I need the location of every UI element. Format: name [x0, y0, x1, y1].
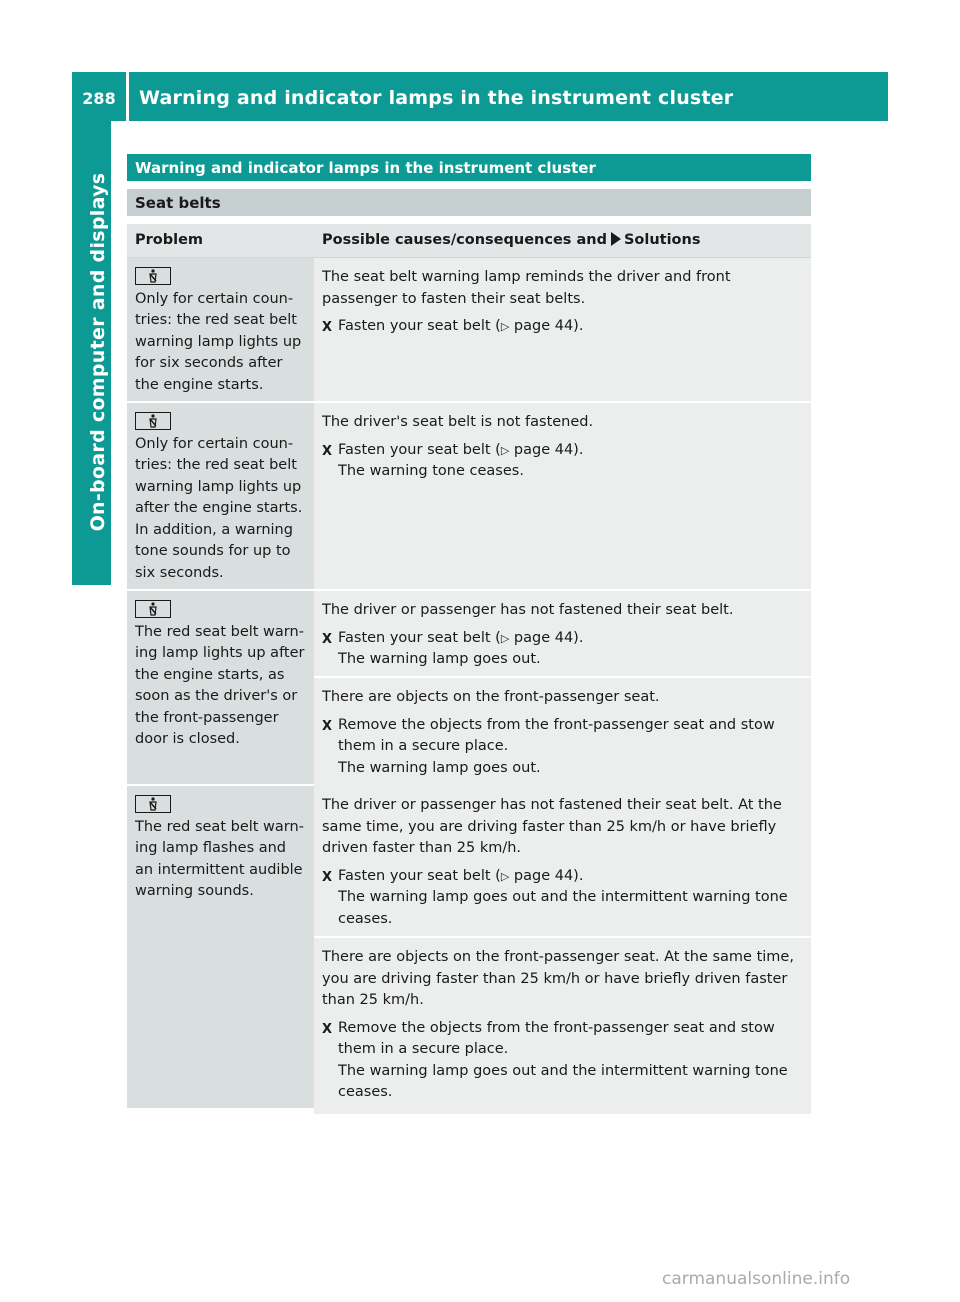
step-marker-icon: X	[322, 631, 333, 647]
page-reference[interactable]: page 44).	[513, 318, 584, 334]
problem-text: Only for certain coun-tries: the red seat belt warning lamp lights up after the engine starts. In addition, a warning tone sounds for up to six seconds.	[135, 435, 303, 581]
solution-step	[322, 628, 803, 671]
table-header	[127, 224, 811, 258]
page-ref-arrow-icon: ▷	[500, 320, 510, 333]
step-body	[338, 866, 803, 931]
step-result: The warning lamp goes out.	[338, 759, 541, 776]
step-label: Fasten your seat belt (	[338, 629, 501, 646]
solution-step	[322, 440, 803, 483]
problem-cell	[127, 591, 314, 784]
cause-text: The seat belt warning lamp reminds the driver and front passenger to fasten their seat belts.	[322, 269, 731, 307]
cause-text: There are objects on the front-passenger seat.	[322, 689, 660, 705]
step-text	[338, 630, 583, 646]
solution-cell	[314, 678, 811, 789]
section-subtitle: Seat belts	[127, 189, 811, 216]
page-ref-arrow-icon: ▷	[500, 869, 510, 883]
step-body	[338, 1018, 803, 1104]
header-problem: Problem	[135, 232, 204, 248]
solution-cell	[314, 786, 811, 938]
solution-column	[314, 591, 811, 784]
page-ref-arrow-icon: ▷	[500, 443, 510, 457]
header-causes-label: Possible causes/consequences and	[322, 232, 607, 248]
cause-text: There are objects on the front-passenger seat. At the same time, you are driving faster than 25 km/h or have briefly driven faster than 25 km/h.	[322, 949, 794, 1008]
step-result: The warning lamp goes out and the intermittent warning tone ceases.	[338, 889, 788, 927]
step-body	[338, 440, 583, 483]
solution-cell	[314, 938, 811, 1114]
step-marker-icon: X	[322, 1021, 333, 1037]
solution-step	[322, 866, 803, 931]
step-result: The warning lamp goes out and the intermittent warning tone ceases.	[338, 1062, 788, 1100]
step-marker-icon: X	[322, 443, 333, 459]
seat-belt-icon	[135, 600, 171, 618]
page-ref-arrow-icon: ▷	[500, 631, 510, 645]
page-header	[72, 72, 888, 121]
solution-cell	[314, 258, 811, 401]
seat-belt-icon	[135, 412, 171, 430]
table-row	[127, 403, 811, 591]
page-reference[interactable]: page 44).	[513, 867, 584, 884]
header-causes	[314, 224, 811, 257]
table-row	[127, 591, 811, 786]
problem-text: The red seat belt warn-ing lamp lights up after the engine starts, as soon as the driver's or the front-passenger door is closed.	[135, 623, 305, 747]
cause-text: The driver or passenger has not fastened their seat belt. At the same time, you are driving faster than 25 km/h or have briefly driven faster than 25 km/h.	[322, 797, 782, 856]
step-marker-icon: X	[322, 869, 333, 885]
step-body	[338, 628, 583, 671]
seat-belt-icon	[135, 795, 171, 813]
side-tab-label: On-board computer and displays	[87, 172, 109, 532]
page-number: 288	[72, 72, 126, 121]
solution-step	[322, 715, 803, 780]
solution-column	[314, 403, 811, 589]
solution-column	[314, 258, 811, 401]
solution-cell	[314, 591, 811, 678]
step-text: Remove the objects from the front-passenger seat and stow them in a secure place.	[338, 1019, 775, 1057]
page-reference[interactable]: page 44).	[513, 441, 584, 458]
problem-cell	[127, 258, 314, 401]
problem-text: Only for certain coun-tries: the red seat belt warning lamp lights up for six seconds after the engine starts.	[135, 290, 302, 393]
cause-text: The driver's seat belt is not fastened.	[322, 414, 594, 430]
table-row	[127, 258, 811, 403]
step-body	[338, 715, 803, 780]
seat-belt-icon	[135, 267, 171, 285]
step-text	[338, 442, 583, 458]
arrow-right-icon	[611, 232, 621, 246]
step-text	[338, 316, 583, 339]
step-marker-icon: X	[322, 320, 333, 335]
cause-text: The driver or passenger has not fastened their seat belt.	[322, 602, 734, 618]
solution-step	[322, 316, 803, 339]
step-text	[338, 868, 583, 884]
header-title: Warning and indicator lamps in the instrument cluster	[129, 72, 888, 121]
solution-step	[322, 1018, 803, 1104]
problem-text: The red seat belt warn-ing lamp flashes and an intermittent audible warning sounds.	[135, 818, 304, 899]
header-solutions-label: Solutions	[623, 232, 701, 248]
solution-cell	[314, 403, 811, 589]
problem-cell	[127, 403, 314, 589]
warning-lamp-table	[127, 224, 811, 1108]
section-title: Warning and indicator lamps in the instrument cluster	[127, 154, 811, 181]
step-label: Fasten your seat belt (	[338, 867, 501, 884]
solution-column	[314, 786, 811, 1108]
page-reference[interactable]: page 44).	[513, 629, 584, 646]
watermark: carmanualsonline.info	[662, 1269, 851, 1289]
problem-cell	[127, 786, 314, 1108]
step-label: Fasten your seat belt (	[338, 318, 501, 334]
step-result: The warning tone ceases.	[338, 463, 524, 479]
step-result: The warning lamp goes out.	[338, 651, 541, 667]
table-row	[127, 786, 811, 1108]
step-text: Remove the objects from the front-passenger seat and stow them in a secure place.	[338, 716, 775, 754]
step-marker-icon: X	[322, 718, 333, 734]
step-label: Fasten your seat belt (	[338, 441, 501, 458]
